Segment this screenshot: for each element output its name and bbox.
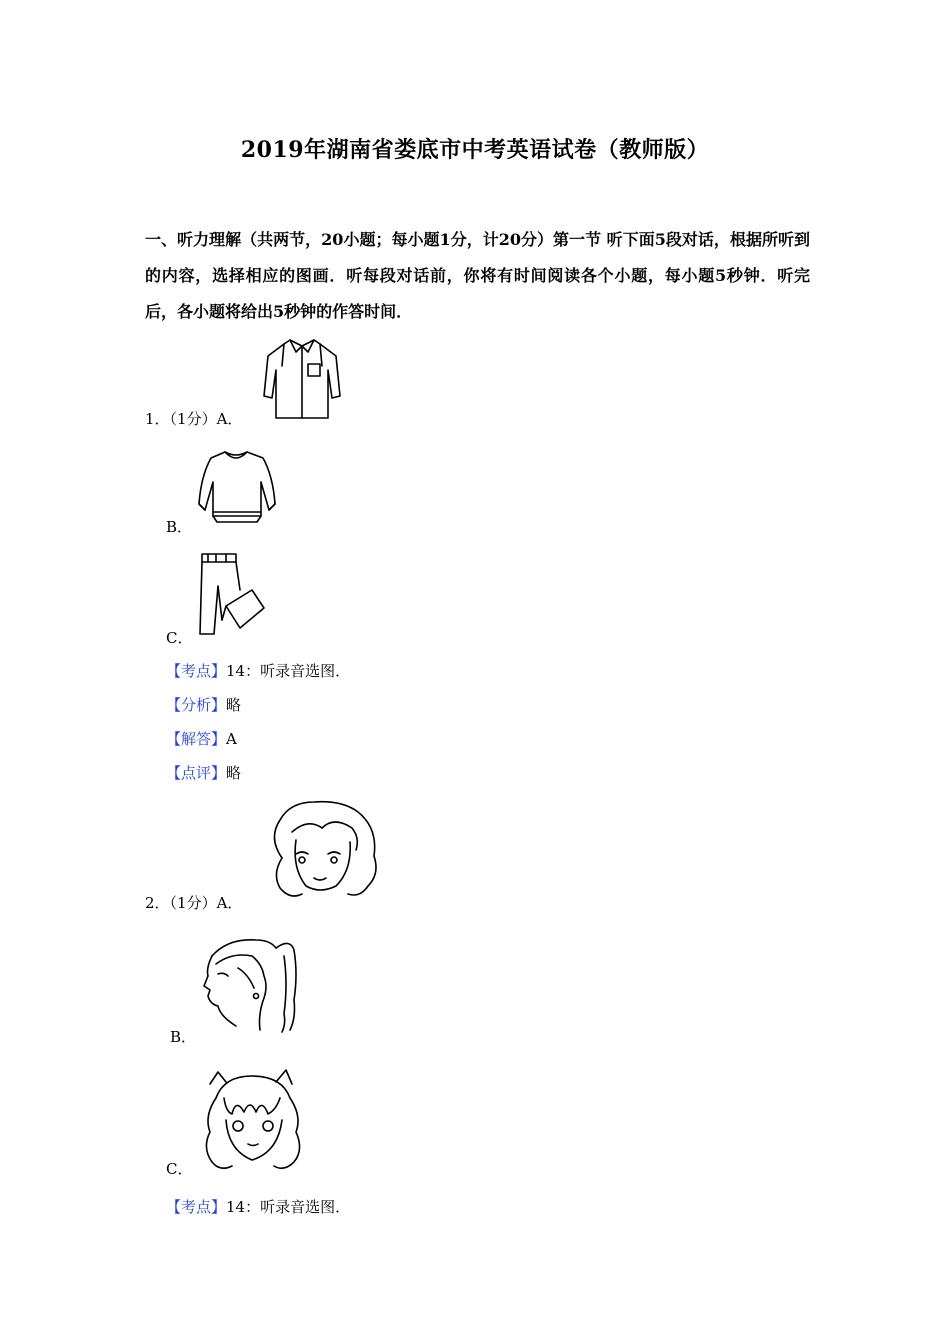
q1-stem: 1．（1分）A． [145,410,243,428]
shirt-icon [262,336,342,422]
jieda-text: A [226,730,237,748]
wavy-hair-girl-icon [196,1068,308,1172]
kaodian-tag: 【考点】 [166,662,227,680]
section-intro: 一、听力理解（共两节，20小题；每小题1分，计20分）第一节 听下面5段对话，根据所听到的内容，选择相应的图画．听每段对话前，你将有时间阅读各个小题，每小题5秒钟．听完后，各小题将给出5秒钟的作答时间． [145,230,810,321]
jieda-tag: 【解答】 [166,730,227,748]
q1-fenxi [166,694,241,715]
q2-option-c: C． [166,1160,193,1178]
q2-kaodian [166,1196,350,1217]
q1-kaodian [166,660,350,681]
sweater-icon [195,446,277,526]
dianping-text: 略 [226,764,242,782]
kaodian-tag: 【考点】 [166,1198,227,1216]
ponytail-girl-icon [198,934,302,1034]
fenxi-tag: 【分析】 [166,696,227,714]
q2-stem: 2．（1分）A． [145,894,243,912]
q1-jieda [166,728,237,749]
q1-option-c: C． [166,629,193,647]
fenxi-text: 略 [226,696,242,714]
kaodian-text: 14：听录音选图． [226,662,351,680]
curly-hair-girl-icon [262,798,382,904]
page-title: 2019年湖南省娄底市中考英语试卷（教师版） [240,137,710,163]
kaodian-text: 14：听录音选图． [226,1198,351,1216]
dianping-tag: 【点评】 [166,764,227,782]
trousers-icon [196,550,268,640]
q1-dianping [166,762,241,783]
q2-option-b: B． [170,1028,197,1046]
q1-option-b: B． [166,518,193,536]
